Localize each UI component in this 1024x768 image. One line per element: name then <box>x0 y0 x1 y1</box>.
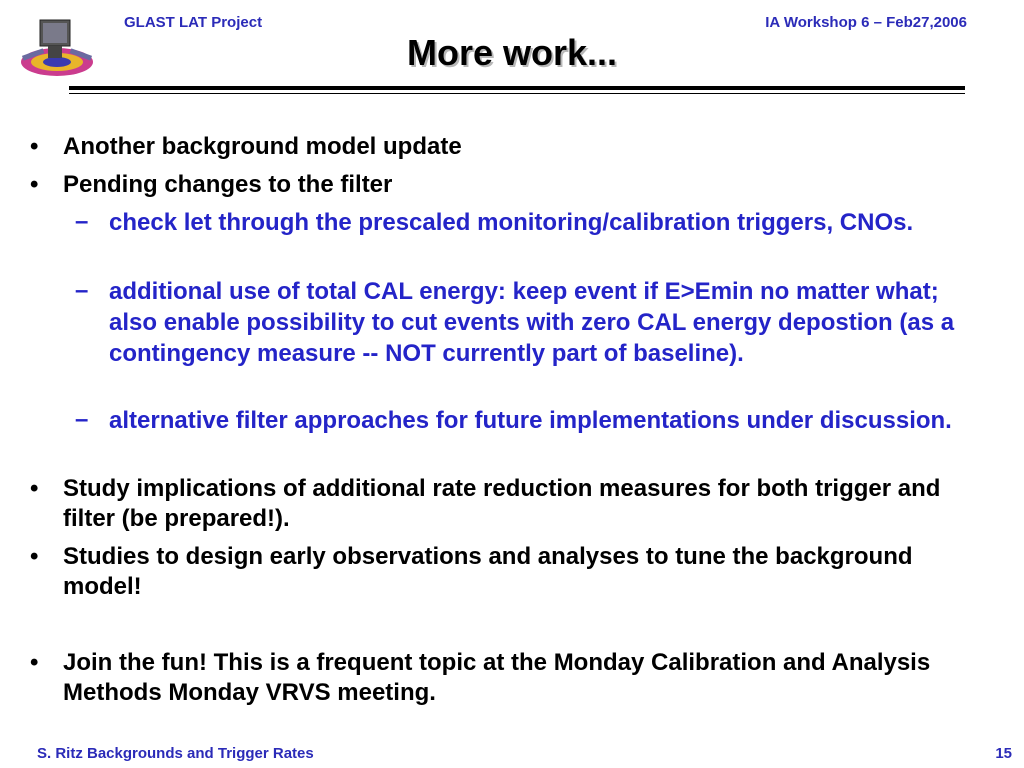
title-rule-thin <box>69 93 965 94</box>
bullet-text: Another background model update <box>63 133 462 160</box>
bullet-marker: • <box>30 543 39 570</box>
bullet-marker: • <box>30 475 39 502</box>
title-rule-thick <box>69 86 965 90</box>
sub-bullet-marker: – <box>75 406 89 433</box>
sub-bullet-text: alternative filter approaches for future implementations under discussion. <box>109 407 952 434</box>
bullet-text: Studies to design early observations and analyses to tune the background model! <box>63 543 913 600</box>
bullet-marker: • <box>30 133 39 160</box>
slide-title: More work... <box>406 32 618 73</box>
header-event: IA Workshop 6 – Feb27,2006 <box>765 14 967 31</box>
page-number: 15 <box>995 745 1012 762</box>
bullet-marker: • <box>30 171 39 198</box>
sub-bullet-marker: – <box>75 208 89 235</box>
bullet-text: Pending changes to the filter <box>63 171 393 198</box>
footer-author-topic: S. Ritz Backgrounds and Trigger Rates <box>37 745 314 762</box>
bullet-text: Join the fun! This is a frequent topic at the Monday Calibration and Analysis Methods Monday VRVS meeting. <box>63 649 931 706</box>
bullet-text: Study implications of additional rate reduction measures for both trigger and filter (be prepared!). <box>63 475 941 532</box>
sub-bullet-text: additional use of total CAL energy: keep event if E>Emin no matter what; also enable possibility to cut events with zero CAL energy depostion (as a contingency measure -- NOT currently part of baseline). <box>109 278 955 367</box>
sub-bullet-text: check let through the prescaled monitoring/calibration triggers, CNOs. <box>109 209 914 236</box>
sub-bullet-marker: – <box>75 277 89 304</box>
header-project: GLAST LAT Project <box>124 14 263 31</box>
bullet-marker: • <box>30 649 39 676</box>
